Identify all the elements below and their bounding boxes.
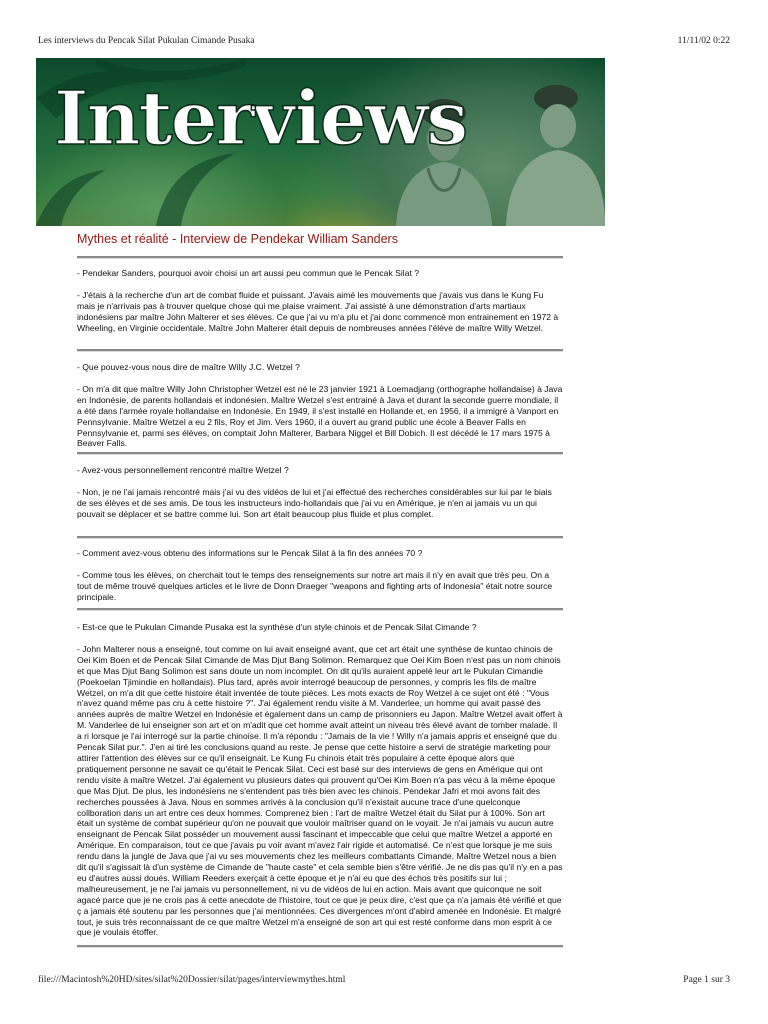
question-text: - Avez-vous personnellement rencontré maître Wetzel ?	[77, 465, 289, 475]
print-header-title: Les interviews du Pencak Silat Pukulan Cimande Pusaka	[38, 36, 255, 46]
divider	[77, 536, 563, 539]
divider	[77, 256, 563, 259]
figure-right-illustration	[506, 85, 605, 226]
answer-text: - On m'a dit que maître Willy John Christopher Wetzel est né le 23 janvier 1921 à Loemadjang (orthographe hollandaise) à Java en Indonésie, de parents hollandais et indonésien. Maître Wetzel s'est entrainé à Java et durant la seconde guerre mondiale, il a été dans l'armée royale hollandaise en Indonésie. En 1949, il s'est installé en Hollande et, en 1956, il a immigré à Vanport en Pennsylvanie. Maître Wetzel a eu 2 fils, Roy et Jim. Vers 1960, il a ouvert au grand public une école à Beaver Falls en Pennsylvanie et, parmi ses élèves, on comptait John Malterer, Barbara Niggel et Bill Dobich. Il est décédé le 17 mars 1975 à Beaver Falls.	[77, 383, 563, 449]
question-text: - Pendekar Sanders, pourquoi avoir choisi un art aussi peu commun que le Pencak Silat ?	[77, 268, 420, 278]
print-header	[38, 36, 730, 50]
question-text: - Que pouvez-vous nous dire de maître Willy J.C. Wetzel ?	[77, 362, 300, 372]
qa-block-1	[77, 268, 563, 334]
question-text: - Est-ce que le Pukulan Cimande Pusaka est la synthèse d'un style chinois et de Pencak Silat Cimande ?	[77, 622, 477, 632]
qa-block-5	[77, 622, 563, 938]
banner-artwork	[36, 58, 605, 226]
qa-block-4	[77, 548, 563, 603]
print-header-datetime: 11/11/02 0:22	[677, 36, 730, 46]
divider	[77, 349, 563, 352]
question-text: - Comment avez-vous obtenu des informations sur le Pencak Silat à la fin des années 70 ?	[77, 548, 423, 558]
answer-text: - Non, je ne l'ai jamais rencontré mais j'ai vu des vidéos de lui et j'ai effectué des recherches considérables sur lui par le biais de ses élèves et de ses amis. De tous les instructeurs indo-hollandais que j'ai vu en Amérique, je n'en ai jamais vu un qui pouvait se déplacer et se battre comme lui. Son art était beaucoup plus fluide et plus complet.	[77, 486, 552, 519]
answer-text: - Comme tous les élèves, on cherchait tout le temps des renseignements sur notre art mais il n'y en avait que très peu. On a tout de même trouvé quelques articles et le livre de Donn Draeger "weapons and fighting arts of Indonesia" était notre source principale.	[77, 569, 553, 602]
print-footer-page-number: Page 1 sur 3	[683, 975, 730, 985]
divider	[77, 945, 563, 948]
answer-text: - John Malterer nous a enseigné, tout comme on lui avait enseigné avant, que cet art était une synthèse de kuntao chinois de Oei Kim Boen et de Pencak Silat Cimande de Mas Djut Bang Solimon. Remarquez que Oei Kim Boen n'est pas un nom chinois et que Mas Djut Bang Solimon est sans doute un nom incomplet. On dit qu'ils auraient appelé leur art le Pukulan Cimandie (Poekoelan Tjimindie en hollandais). Plus tard, après avoir interrogé beaucoup de personnes, y compris les fils de maître Wetzel, on m'a dit que cette histoire était inventée de toute pièces. Les mots exacts de Roy Wetzel à ce sujet ont été : "Vous n'avez quand même pas cru à cette histoire ?". J'ai également rendu visite à M. Vanderlee, un homme qui avait passé des années auprès de maître Wetzel en Indonésie et également dans un camp de prisonniers eu Japon. Maître Wetzel avait offert à M. Vanderlee de lui enseigner son art et on m'adit que cet homme avait atteint un niveau très élevé avant de tomber malade. Il a ri lorsque je l'ai interrogé sur la partie chinoise. Il m'a répondu : "Jamais de la vie ! Willy n'a jamais appris et enseigné que du Pencak Silat pur.". J'en ai tiré les conclusions quand au reste. Je pense que cette histoire a servi de stratégie marketing pour attirer l'attention des élèves sur ce qu'il enseignait. Le Kung Fu chinois était très populaire à cette époque alors que pratiquement personne ne savait ce qu'était le Pencak Silat. Ceci est basé sur des interviews de gens en Amérique qui ont rendu visite à maître Wetzel. J'ai également vu plusieurs dates qui prouvent qu'Oei Kim Boen n'a pas vécu à la même époque que Mas Djut. De plus, les indonésiens ne s'entendent pas très bien avec les chinois. Pendekar Jafri et moi avons fait des recherches poussées à Java. Nous en sommes arrivés à la conclusion qu'il n'existait aucune trace d'une quelconque collboration dans un art entre ces deux hommes. Comprenez bien : l'art de maître Wetzel était du Silat pur à 100%. Son art était un système de combat supérieur qu'on ne pouvait que vouloir maîtriser quand on le voyait. Je n'ai jamais vu aucun autre enseignant de Pencak Silat posséder un mouvement aussi fascinant et impeccable que celui que maître Wetzel a apporté en Amérique. En comparaison, tout ce que j'avais pu voir avant m'avez l'air rigide et automatisé. Ce n'est que lorsque je me suis rendu dans la jungle de Java que j'ai vu ses mouvements chez les meilleurs combattants Cimande. Maître Wetzel nous a bien dit qu'il s'agissait là d'un système de Cimande de "haute caste" et cela semble bien s'être vérifié. Je ne dis pas qu'il n'y en a pas eu d'autres aussi doués. William Reeders exerçait à cette époque et je n'ai eu que des échos très positifs sur lui ; malheureusement, je ne l'ai jamais vu personnellement, ni vu de vidéos de lui en action. Mais avant que quiconque ne soit agacé parce que je ne crois pas à cette anecdote de l'histoire, tout ce que je peux dire, c'est que ça n'a jamais été vérifié et que ç a jamais été soutenu par les personnes que j'ai mentionnées. Ces divergences m'ont d'abird amenée en Indonésie. Et malgré tout, je suis très reconnaissant de ce que maître Wetzel m'a enseigné de son art qui est resté conforme dans mon esprit à ce que je voulais étoffer.	[77, 643, 563, 938]
divider	[77, 452, 563, 455]
qa-block-2	[77, 362, 563, 449]
print-footer	[38, 975, 730, 989]
interviews-banner	[36, 58, 605, 226]
print-footer-url: file:///Macintosh%20HD/sites/silat%20Dossier/silat/pages/interviewmythes.html	[38, 975, 346, 985]
banner-heading: Interviews	[54, 76, 467, 162]
page-title: Mythes et réalité - Interview de Pendekar William Sanders	[77, 232, 398, 246]
answer-text: - J'étais à la recherche d'un art de combat fluide et puissant. J'avais aimé les mouvements que j'avais vus dans le Kung Fu mais je n'arrivais pas à trouver quelque chose qui me plaise vraiment. J'ai assisté à une démonstration d'arts martiaux indonésiens par maître John Malterer et ses élèves. Ce que j'ai vu m'a plu et j'ai donc commencé mon entrainement en 1972 à Wheeling, en Virginie occidentale. Maître John Malterer était depuis de nombreuses années l'élève de maître Willy Wetzel.	[77, 289, 559, 333]
divider	[77, 608, 563, 611]
qa-block-3	[77, 465, 563, 520]
